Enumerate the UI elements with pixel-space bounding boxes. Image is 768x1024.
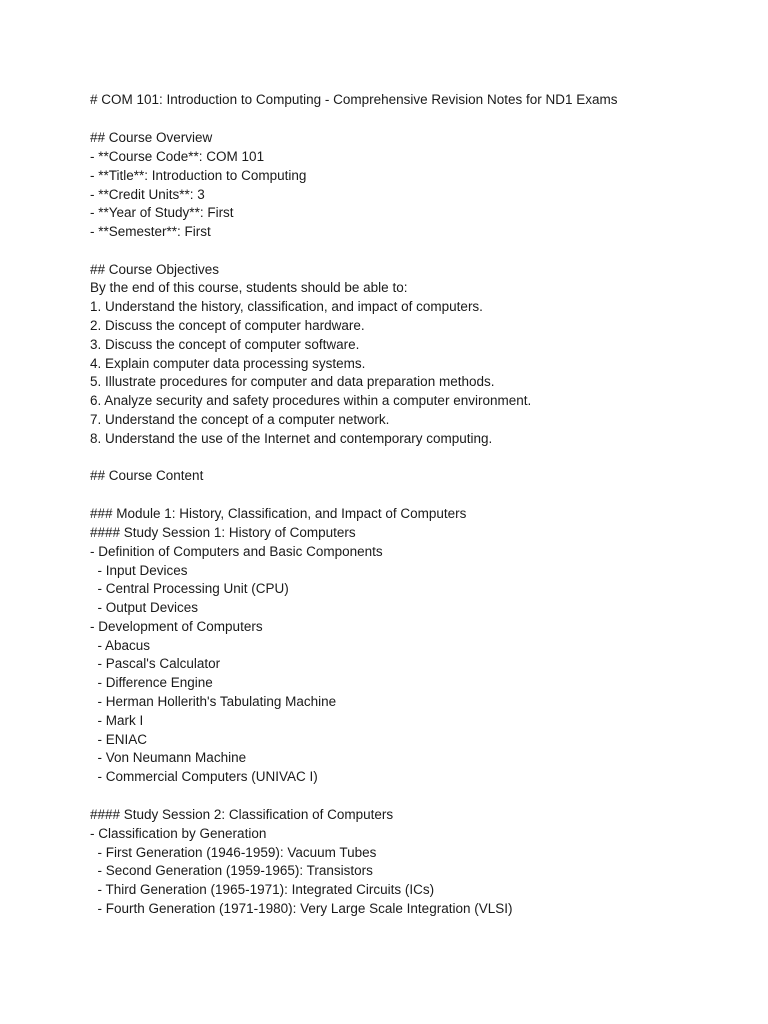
nested-list-item: - Mark I (90, 713, 144, 728)
numbered-item: 8. Understand the use of the Internet and contemporary computing. (90, 431, 493, 446)
numbered-item: 4. Explain computer data processing systems. (90, 356, 366, 371)
list-item: - Definition of Computers and Basic Components (90, 544, 383, 559)
list-item: - Development of Computers (90, 619, 263, 634)
section-heading: ## Course Overview (90, 130, 213, 145)
section-heading: ## Course Content (90, 468, 204, 483)
numbered-item: 7. Understand the concept of a computer network. (90, 412, 390, 427)
subsection-heading: #### Study Session 1: History of Computers (90, 525, 356, 540)
numbered-item: 2. Discuss the concept of computer hardware. (90, 318, 365, 333)
list-item: - **Course Code**: COM 101 (90, 149, 265, 164)
numbered-item: 5. Illustrate procedures for computer and data preparation methods. (90, 374, 495, 389)
nested-list-item: - Fourth Generation (1971-1980): Very Large Scale Integration (VLSI) (90, 901, 513, 916)
module-heading: ### Module 1: History, Classification, and Impact of Computers (90, 506, 467, 521)
nested-list-item: - Output Devices (90, 600, 199, 615)
nested-list-item: - Von Neumann Machine (90, 750, 247, 765)
list-item: - **Semester**: First (90, 224, 211, 239)
list-item: - **Credit Units**: 3 (90, 187, 205, 202)
nested-list-item: - Central Processing Unit (CPU) (90, 581, 289, 596)
nested-list-item: - Herman Hollerith's Tabulating Machine (90, 694, 337, 709)
nested-list-item: - First Generation (1946-1959): Vacuum Tubes (90, 845, 377, 860)
nested-list-item: - Third Generation (1965-1971): Integrated Circuits (ICs) (90, 882, 435, 897)
numbered-item: 6. Analyze security and safety procedures within a computer environment. (90, 393, 532, 408)
section-heading: ## Course Objectives (90, 262, 220, 277)
nested-list-item: - Abacus (90, 638, 151, 653)
numbered-item: 1. Understand the history, classification, and impact of computers. (90, 299, 483, 314)
paragraph-line: By the end of this course, students should be able to: (90, 280, 408, 295)
nested-list-item: - Difference Engine (90, 675, 213, 690)
list-item: - **Title**: Introduction to Computing (90, 168, 307, 183)
nested-list-item: - Pascal's Calculator (90, 656, 221, 671)
numbered-item: 3. Discuss the concept of computer software. (90, 337, 360, 352)
nested-list-item: - ENIAC (90, 732, 148, 747)
subsection-heading: #### Study Session 2: Classification of Computers (90, 807, 394, 822)
nested-list-item: - Input Devices (90, 563, 188, 578)
nested-list-item: - Commercial Computers (UNIVAC I) (90, 769, 318, 784)
nested-list-item: - Second Generation (1959-1965): Transistors (90, 863, 373, 878)
list-item: - Classification by Generation (90, 826, 267, 841)
list-item: - **Year of Study**: First (90, 205, 234, 220)
document-title: # COM 101: Introduction to Computing - Comprehensive Revision Notes for ND1 Exams (90, 92, 618, 107)
